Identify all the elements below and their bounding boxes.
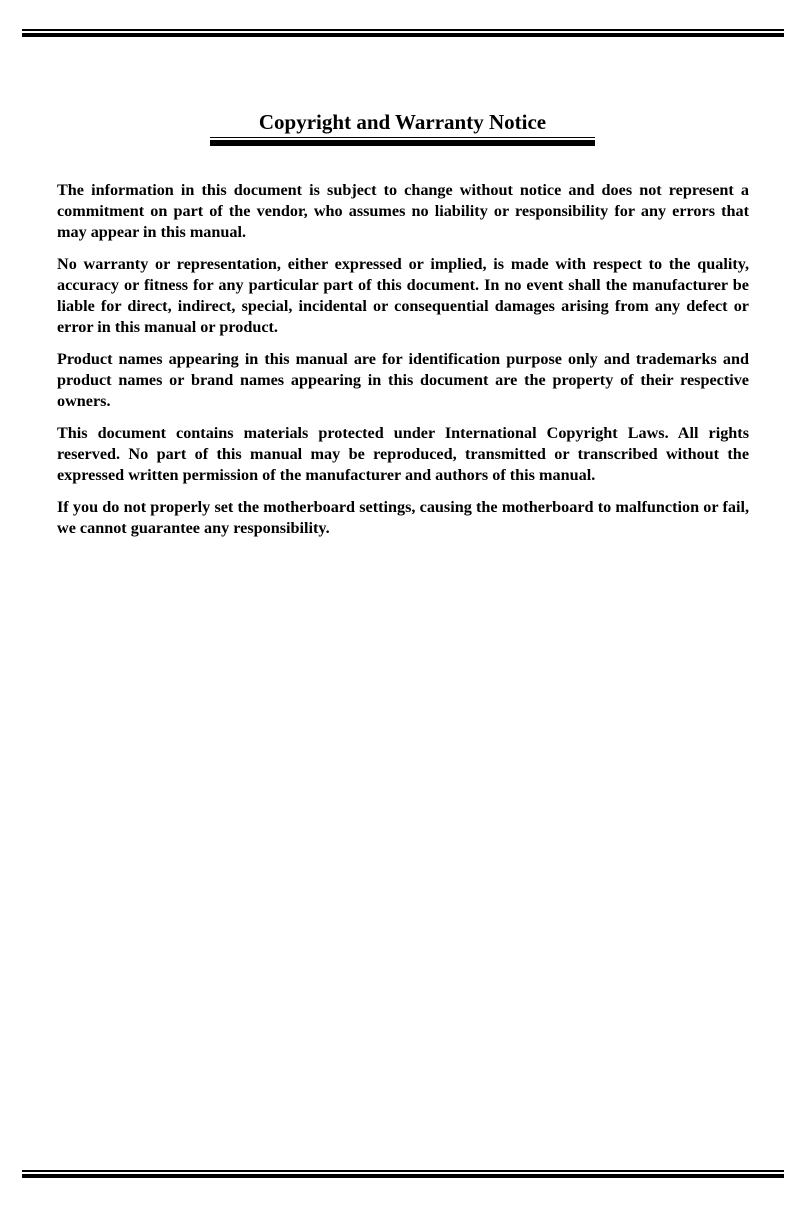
title-underline-thin [210,137,595,138]
header-rule-thick [22,33,784,37]
footer-rule-thin [22,1170,784,1172]
paragraph-copyright: This document contains materials protected under International Copyright Laws. All rights reserved. No part of this manual may be reproduced, transmitted or transcribed without the expressed written permission of the manufacturer and authors of this manual. [57,424,749,484]
title-underline-thick [210,140,595,146]
paragraph-change-notice: The information in this document is subject to change without notice and does not represent a commitment on part of the vendor, who assumes no liability or responsibility for any errors that may appear in this manual. [57,181,749,241]
paragraph-warranty: No warranty or representation, either expressed or implied, is made with respect to the quality, accuracy or fitness for any particular part of this document. In no event shall the manufacturer be liable for direct, indirect, special, incidental or consequential damages arising from any defect or error in this manual or product. [57,255,749,336]
page-title: Copyright and Warranty Notice [258,110,547,134]
notice-body [57,180,749,550]
paragraph-motherboard-settings: If you do not properly set the motherboard settings, causing the motherboard to malfunction or fail, we cannot guarantee any responsibility. [57,498,749,537]
footer-rule-thick [22,1174,784,1178]
paragraph-trademarks: Product names appearing in this manual are for identification purpose only and trademarks and product names or brand names appearing in this document are the property of their respective owners. [57,350,749,410]
header-rule-thin [22,29,784,31]
